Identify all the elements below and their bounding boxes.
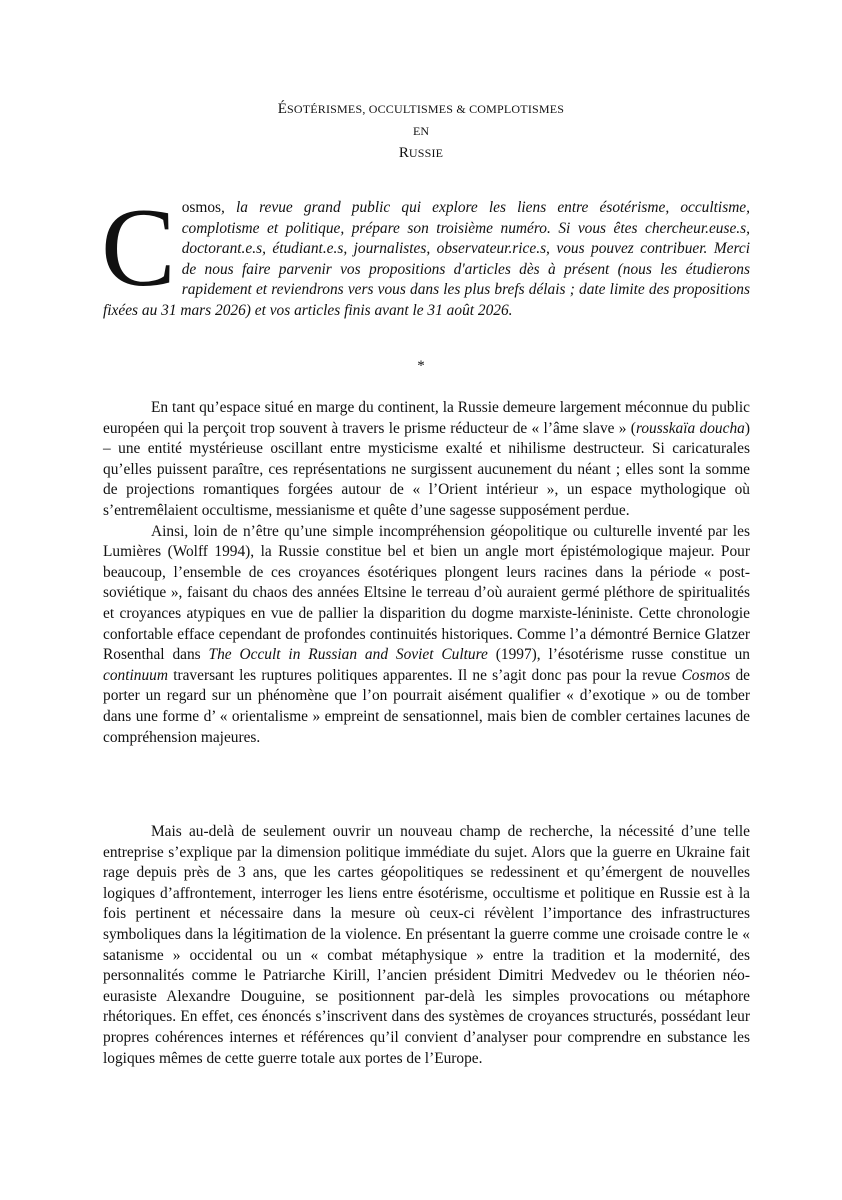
intro-lead-word: osmos — [181, 199, 222, 216]
p1-text-a: En tant qu’espace situé en marge du continent, la Russie demeure largement méconnue du public européen qui la perçoit trop souvent à travers le prisme réducteur de « l’âme slave » ( — [103, 399, 750, 437]
title-initial: É — [277, 101, 287, 117]
intro-text: , la revue grand public qui explore les liens entre ésotérisme, occultisme, complotisme et politique, prépare son troisième numéro. Si vous êtes chercheur.euse.s, doctorant.e.s, étudiant.e.s, journalistes, observateur.rice.s, vous pouvez contribuer. Merci de nous faire parvenir vos propositions d'articles dès à présent (nous les étudierons rapidement et reviendrons vers vous dans les plus brefs délais ; date limite des propositions fixées au 31 mars 2026) et vos articles finis avant le 31 août 2026. — [103, 199, 750, 319]
p2-italic-cosmos: Cosmos — [681, 666, 731, 684]
p2-italic-book: The Occult in Russian and Soviet Culture — [208, 646, 488, 664]
paragraph-2 — [103, 522, 750, 749]
page-title-line3 — [0, 143, 842, 163]
intro-call-for-papers — [101, 186, 750, 322]
drop-cap: C — [101, 186, 176, 310]
paragraph-1 — [103, 398, 750, 522]
body-section-2 — [103, 822, 750, 1069]
paragraph-3: Mais au-delà de seulement ouvrir un nouveau champ de recherche, la nécessité d’une telle entreprise s’explique par la dimension politique immédiate du sujet. Alors que la guerre en Ukraine fait rage depuis près de 3 ans, que les cartes géopolitiques se redessinent et qu’émergent de nouvelles logiques d’affrontement, interroger les liens entre ésotérisme, occultisme et politique en Russie est à la fois pertinent et nécessaire dans la mesure où ceux-ci révèlent l’importance des infrastructures symboliques dans la légitimation de la violence. En présentant la guerre comme une croisade contre le « satanisme » occidental ou un « combat métaphysique » entre la tradition et la modernité, des personnalités comme le Patriarche Kirill, l’ancien président Dimitri Medvedev ou le théorien néo-eurasiste Alexandre Douguine, se positionnent par-delà les simples provocations ou métaphore rhétoriques. En effet, ces énoncés s’inscrivent dans des systèmes de croyances structurés, possédant leur propres cohérences internes et références qu’il convient d’analyser pour comprendre en substance les logiques mêmes de cette guerre totale aux portes de l’Europe. — [103, 823, 750, 1067]
section-separator: * — [417, 358, 425, 374]
body-section-1 — [103, 398, 750, 748]
page-title-line1 — [0, 99, 842, 119]
title-rest: SOTÉRISMES, OCCULTISMES & COMPLOTISMES — [286, 102, 565, 116]
p1-text-b: ) – une entité mystérieuse oscillant entre mysticisme exalté et nihilisme destructeur. Si caricaturales qu’elles puissent paraître, ces représentations ne surgissent aucunement du néant ; elles sont la somme de projections romantiques forgées autour de « l’Orient intérieur », un espace mythologique où s’entremêlaient occultisme, messianisme et quête d’une sagesse supposément perdue. — [103, 419, 750, 519]
p2-text-d: de porter un regard sur un phénomène que l’on pourrait aisément qualifier « d’exotique » ou de tomber dans une forme d’ « orientalisme » empreint de sensationnel, mais bien de combler certaines lacunes de compréhension majeures. — [103, 666, 751, 746]
p2-text-b: (1997), l’ésotérisme russe constitue un — [487, 646, 750, 664]
title-initial-2: R — [398, 145, 409, 161]
p2-italic-continuum: continuum — [103, 666, 168, 684]
title-rest-2: USSIE — [408, 146, 444, 160]
p2-text-a: Ainsi, loin de n’être qu’une simple incompréhension géopolitique ou culturelle inventé par les Lumières (Wolff 1994), la Russie constitue bel et bien un angle mort épistémologique majeur. Pour beaucoup, l’ensemble de ces croyances ésotériques plongent leurs racines dans la période « post-soviétique », faisant du chaos des années Eltsine le terreau d’où auraient germé pléthore de spiritualités et croyances atypiques en vue de pallier la disparition du dogme marxiste-léniniste. Cette chronologie confortable efface cependant de profondes continuités historiques. Comme l’a démontré Bernice Glatzer Rosenthal dans — [103, 522, 750, 664]
p1-italic: rousskaïa doucha — [635, 419, 745, 437]
p2-text-c: traversant les ruptures politiques apparentes. Il ne s’agit donc pas pour la revue — [167, 666, 682, 684]
page-title-line2: EN — [413, 124, 429, 138]
